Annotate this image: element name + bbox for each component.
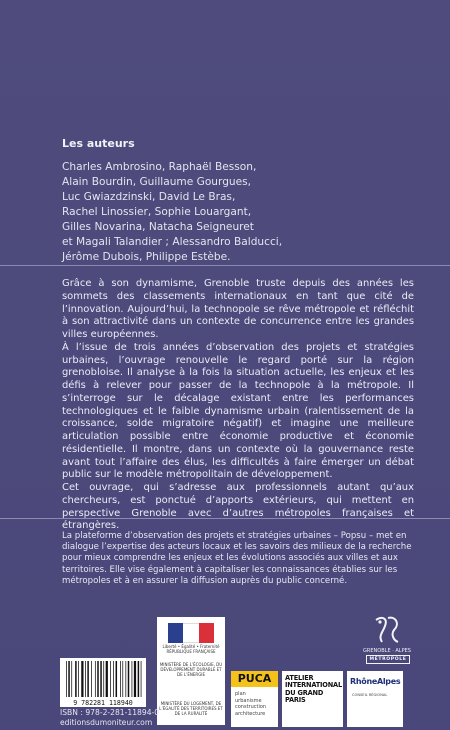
puca-subtitle <box>235 691 266 717</box>
puca-name: PUCA <box>231 671 278 687</box>
divider <box>0 265 450 266</box>
puca-line: architecture <box>235 710 266 717</box>
publisher-website: editionsdumoniteur.com <box>60 718 153 727</box>
french-flag-icon <box>168 623 214 643</box>
rhone-alpes-name: RhôneAlpes <box>350 677 401 686</box>
puca-logo <box>231 671 278 727</box>
atelier-grand-paris-logo <box>282 671 343 727</box>
grenoble-metropole-logo <box>358 614 416 666</box>
puca-line: plan <box>235 691 246 697</box>
barcode <box>60 658 146 707</box>
author-line: Jérôme Dubois, Philippe Estèbe. <box>62 251 231 263</box>
popsu-text: La plateforme d’observation des projets et stratégies urbaines – Popsu – met en dialogue l’expertise des acteurs locaux et les savoirs des milieux de la recherche pour mieux comprendre les enjeux et les évolutions associés aux villes et aux territoires. Elle vise également à capitaliser les connaissances établies sur les métropoles et à en assurer la diffusion auprès du public concerné. <box>62 531 412 586</box>
atelier-line: PARIS <box>285 695 306 704</box>
rhone-alpes-logo <box>347 671 403 727</box>
atelier-line: DU GRAND <box>285 688 324 697</box>
puca-line: urbanisme <box>235 697 262 704</box>
grenoble-label: GRENOBLE · ALPES <box>363 648 411 654</box>
author-line: Charles Ambrosino, Raphaël Besson, <box>62 161 257 173</box>
republic-label: Liberté • Égalité • Fraternité RÉPUBLIQUE FRANÇAISE <box>162 644 220 654</box>
author-line: Gilles Novarina, Natacha Seigneuret <box>62 221 254 233</box>
author-line: et Magali Talandier ; Alessandro Balducci, <box>62 236 283 248</box>
description <box>62 278 414 533</box>
atelier-name <box>285 675 342 704</box>
grenoble-mark-icon <box>358 614 416 648</box>
isbn-number: ISBN : 978-2-281-11894-0 <box>60 708 160 717</box>
description-paragraph: À l’issue de trois années d’observation des projets et stratégies urbaines, l’ouvrage renouvelle le regard porté sur la région grenobloise. Il analyse à la fois la situation actuelle, les enjeux et les défis à relever pour passer de la technopole à la métropole. Il s’interroge sur le décalage existant entre les performances technologiques et le faible dynamisme urbain (ralentissement de la croissance, solde migratoire négatif) et imagine une meilleure articulation possible entre économie productive et économie résidentielle. Il montre, dans un contexte où la gouvernance reste avant tout l’affaire des élus, les difficultés à faire émerger un débat public sur le modèle métropolitain de développement. <box>62 341 414 481</box>
isbn-block <box>60 708 159 728</box>
author-line: Luc Gwiazdzinski, David Le Bras, <box>62 191 236 203</box>
metropole-label: MÉTROPOLE <box>366 655 410 664</box>
description-paragraph: Cet ouvrage, qui s’adresse aux professionnels autant qu’aux chercheurs, est ponctué d’apports extérieurs, qui mettent en perspective Grenoble avec d’autres métropoles françaises et étrangères. <box>62 482 414 532</box>
author-line: Rachel Linossier, Sophie Louargant, <box>62 206 252 218</box>
ministry-ecology-label: MINISTÈRE DE L’ÉCOLOGIE, DU DÉVELOPPEMENT DURABLE ET DE L’ÉNERGIE <box>159 662 223 677</box>
author-line: Alain Bourdin, Guillaume Gourgues, <box>62 176 252 188</box>
ministry-housing-label: MINISTÈRE DU LOGEMENT, DE L’ÉGALITÉ DES TERRITOIRES ET DE LA RURALITÉ <box>159 701 223 716</box>
barcode-bars-icon <box>60 658 146 707</box>
atelier-line: ATELIER <box>285 674 314 682</box>
authors-heading: Les auteurs <box>62 137 135 150</box>
puca-line: construction <box>235 704 267 710</box>
ministry-logo <box>157 617 225 725</box>
description-paragraph: Grâce à son dynamisme, Grenoble truste depuis des années les sommets des classements internationaux en tant que cité de l’innovation. Aujourd’hui, la technopole se rêve métropole et réfléchit à son attractivité dans un contexte de concurrence entre les grandes villes européennes. <box>62 278 414 340</box>
atelier-line: INTERNATIONAL <box>285 681 342 690</box>
divider <box>0 518 450 519</box>
barcode-digits: 9 782281 118940 <box>73 699 133 707</box>
popsu-note <box>62 531 414 587</box>
rhone-alpes-tag: CONSEIL RÉGIONAL <box>352 693 388 697</box>
authors-section <box>62 137 402 265</box>
